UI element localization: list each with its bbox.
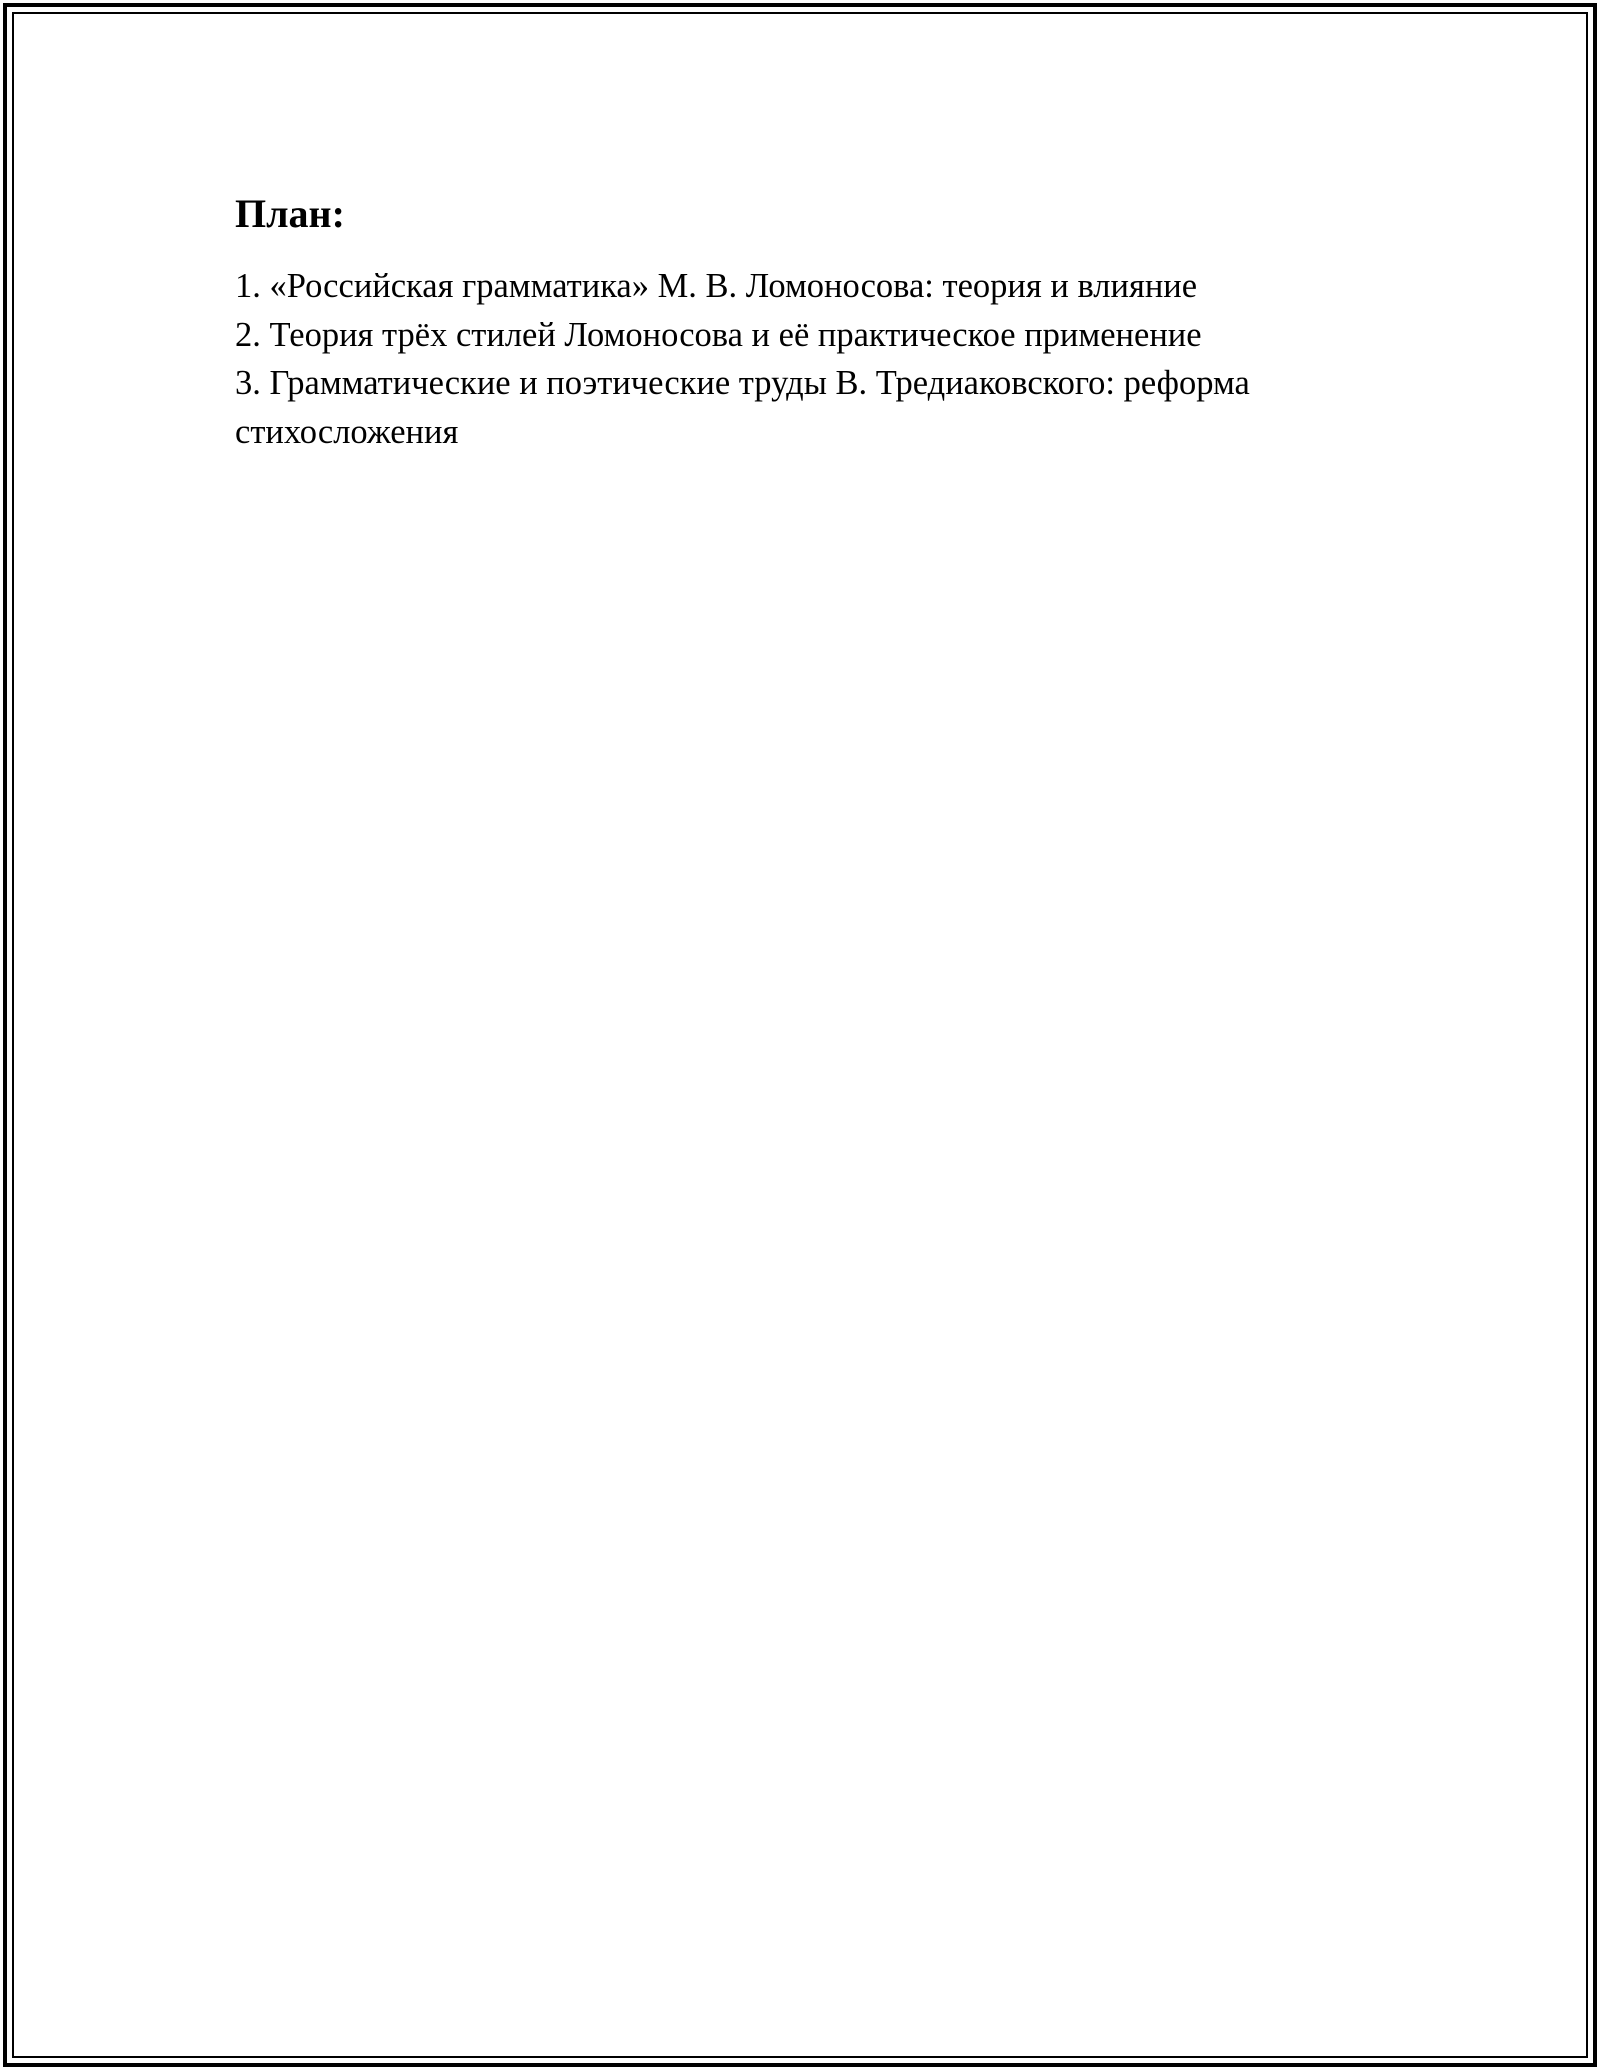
- plan-item: 2. Теория трёх стилей Ломоносова и её практическое применение: [235, 315, 1202, 354]
- plan-item: 1. «Российская грамматика» М. В. Ломоносова: теория и влияние: [235, 267, 1198, 305]
- plan-heading: План:: [235, 191, 345, 236]
- plan-item: 3. Грамматические и поэтические труды В. Тредиаковского: реформа стихосложения: [235, 364, 1250, 451]
- plan-section: [235, 188, 1395, 456]
- plan-list: [235, 262, 1395, 456]
